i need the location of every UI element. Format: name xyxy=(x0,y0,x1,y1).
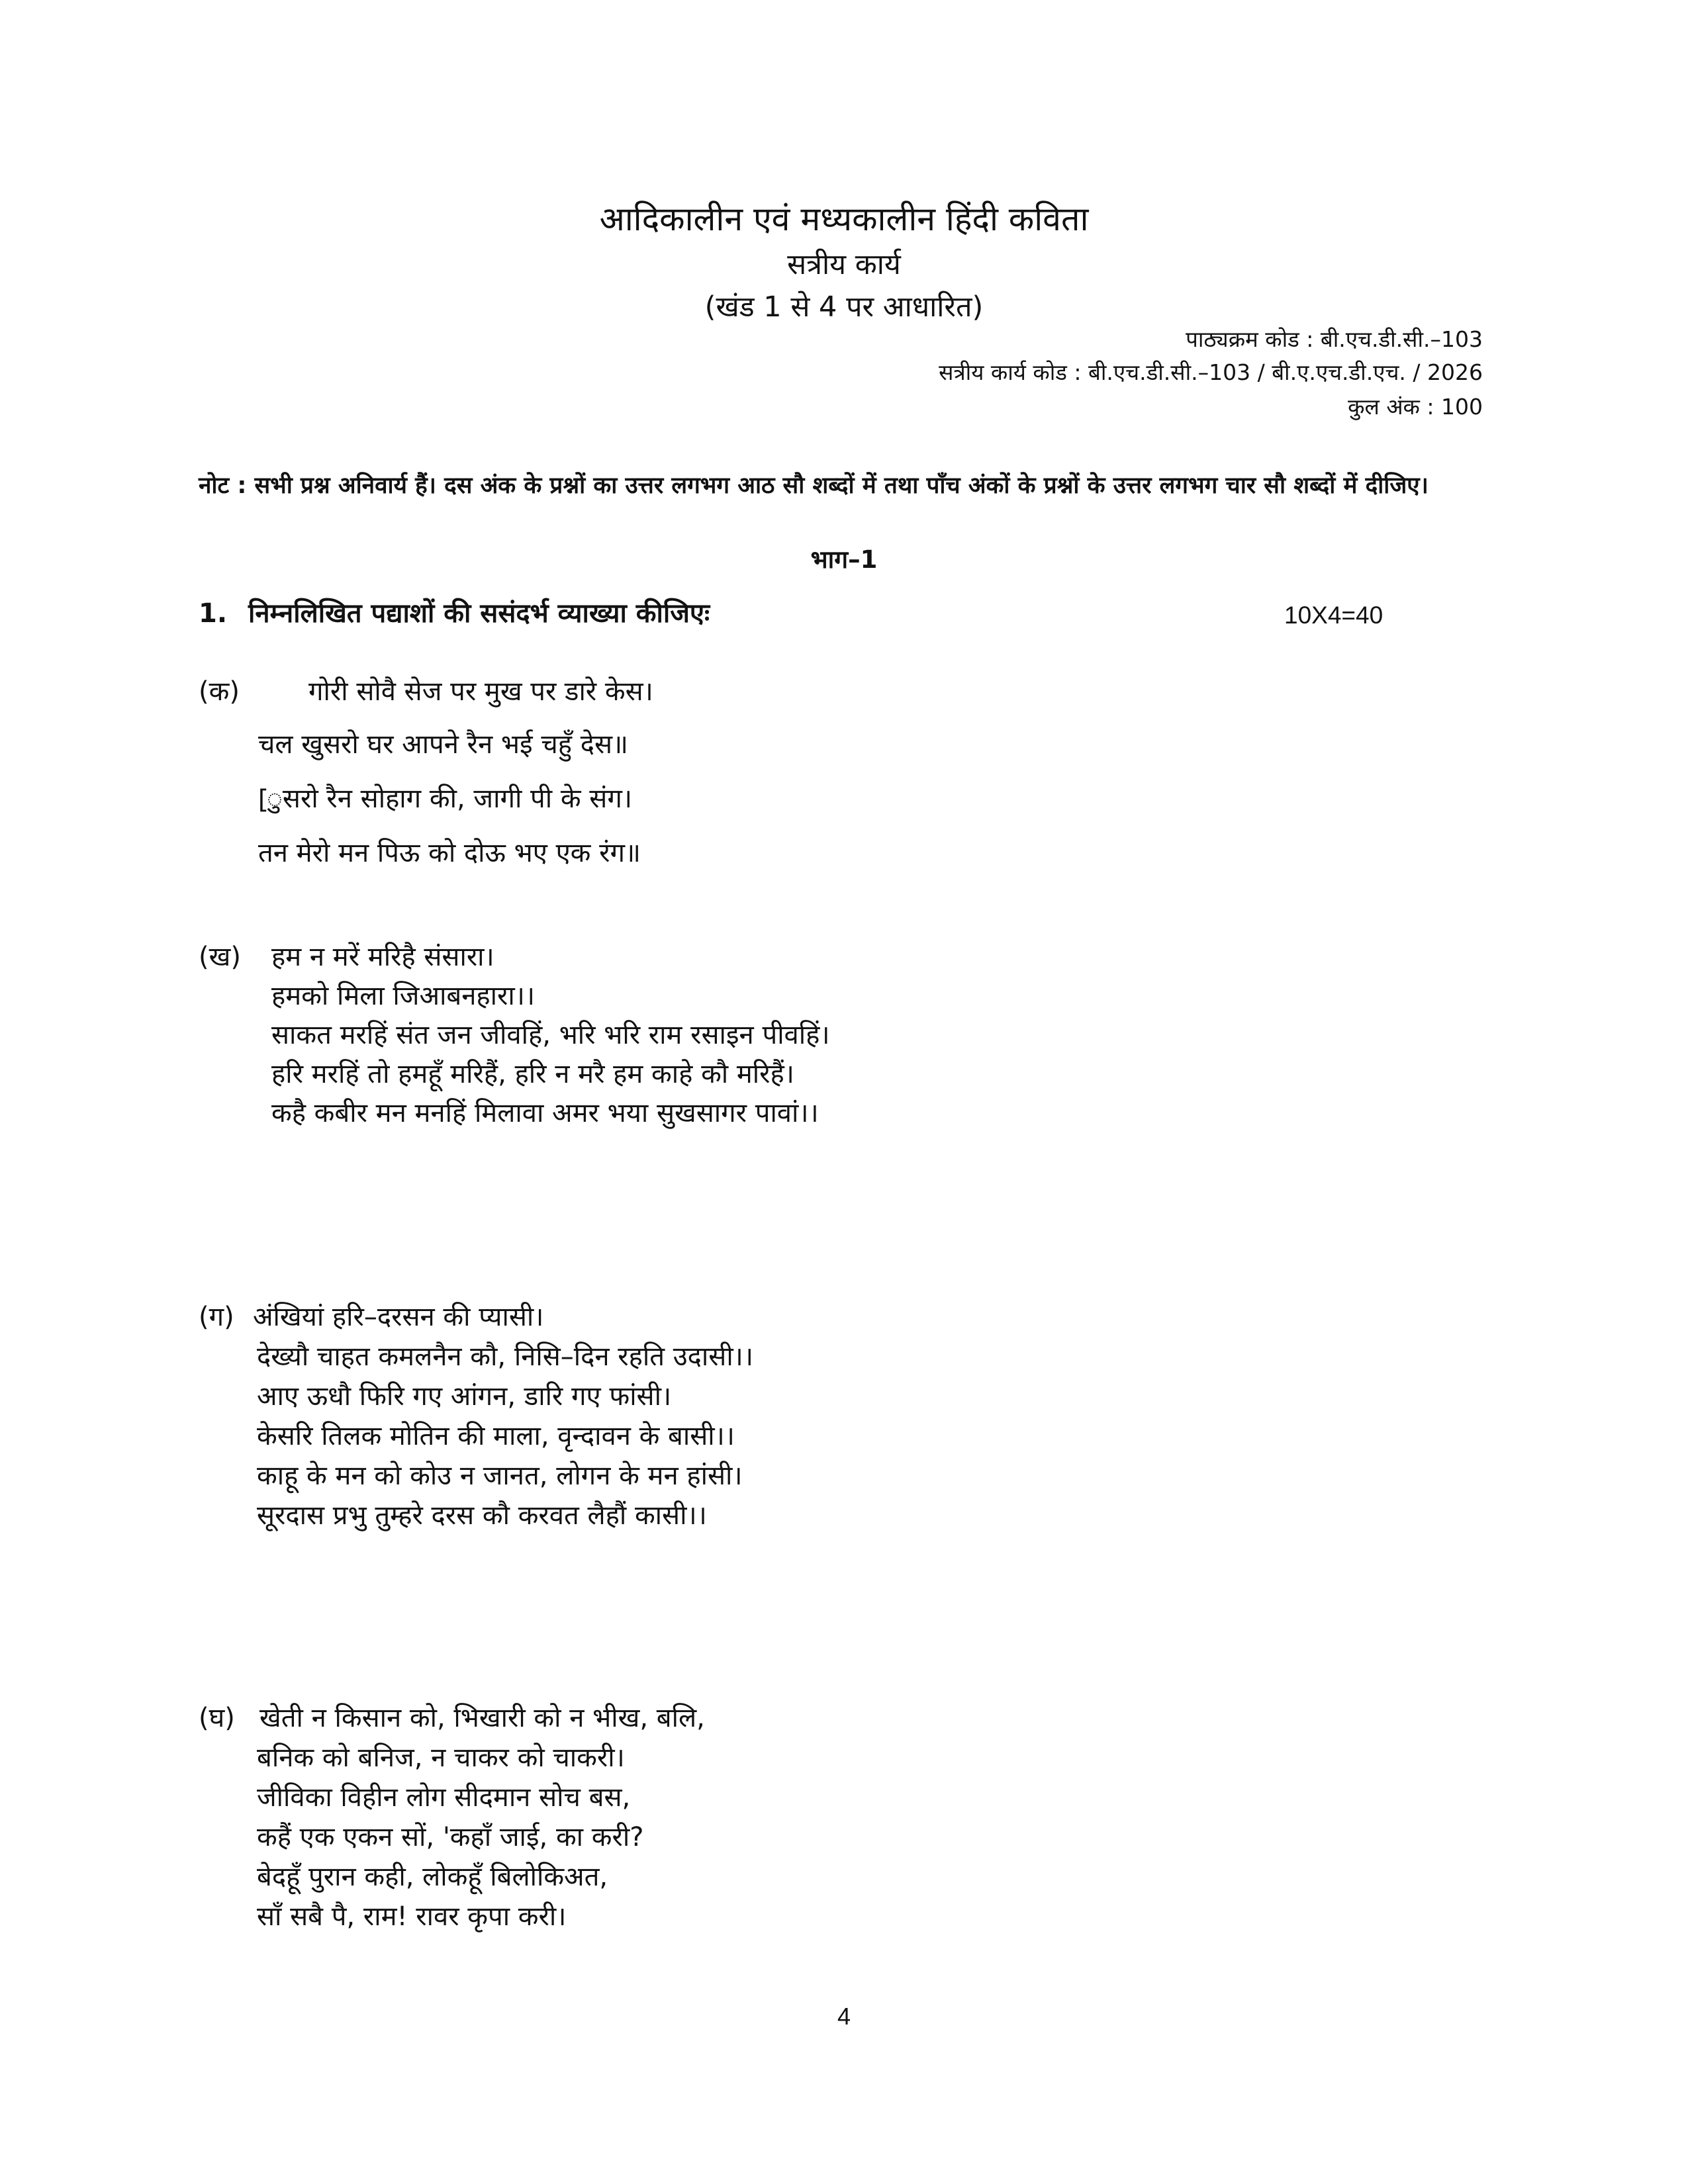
passage-ga-line: सूरदास प्रभु तुम्हरे दरस कौ करवत लैहौं कासी।। xyxy=(257,1500,707,1531)
passage-label-ka: (क) xyxy=(199,676,240,707)
passage-ga-line: काहू के मन को कोउ न जानत, लोगन के मन हांसी। xyxy=(257,1461,743,1491)
question-number: 1. xyxy=(199,598,228,629)
document-basis: (खंड 1 से 4 पर आधारित) xyxy=(704,291,984,324)
passage-kha-line: कहै कबीर मन मनहिं मिलावा अमर भया सुखसागर पावां।। xyxy=(271,1098,819,1128)
passage-gha-line: कहैं एक एकन सों, 'कहाँ जाई, का करी? xyxy=(257,1822,644,1852)
passage-ga-line: आए ऊधौ फिरि गए आंगन, डारि गए फांसी। xyxy=(257,1381,672,1412)
passage-label-gha: (घ) xyxy=(199,1703,235,1733)
passage-kha-line: हरि मरहिं तो हमहूँ मरिहैं, हरि न मरै हम काहे कौ मरिहैं। xyxy=(271,1059,794,1089)
document-subtitle: सत्रीय कार्य xyxy=(787,248,901,281)
question-1 xyxy=(199,594,710,633)
course-code: पाठ्यक्रम कोड : बी.एच.डी.सी.–103 xyxy=(1186,326,1483,352)
document-title: आदिकालीन एवं मध्यकालीन हिंदी कविता xyxy=(599,200,1089,238)
question-text: निम्नलिखित पद्याशों की ससंदर्भ व्याख्या कीजिएः xyxy=(248,598,710,629)
passage-kha-line: हमको मिला जिआबनहारा।। xyxy=(271,981,536,1011)
passage-ka-line: चल खुसरो घर आपने रैन भई चहुँ देस॥ xyxy=(258,729,629,760)
passage-gha-line: जीविका विहीन लोग सीदमान सोच बस, xyxy=(257,1782,631,1813)
passage-ka-line: गोरी सोवै सेज पर मुख पर डारे केस। xyxy=(308,676,653,707)
page-number: 4 xyxy=(837,2003,851,2030)
passage-ga-line: केसरि तिलक मोतिन की माला, वृन्दावन के बासी।। xyxy=(257,1421,735,1451)
passage-gha-line: बनिक को बनिज, न चाकर को चाकरी। xyxy=(257,1743,625,1773)
passage-gha-line: साँ सबै पै, राम! रावर कृपा करी। xyxy=(257,1901,567,1932)
passage-label-ga: (ग) xyxy=(199,1302,234,1332)
instructions-note: नोट : सभी प्रश्न अनिवार्य हैं। दस अंक के प्रश्नों का उत्तर लगभग आठ सौ शब्दों में तथा पाँच अंकों के प्रश्नों के उत्तर लगभग चार सौ शब्दों में दीजिए। xyxy=(199,473,1429,499)
passage-ka-line: तन मेरो मन पिऊ को दोऊ भए एक रंग॥ xyxy=(258,838,641,868)
passage-label-kha: (ख) xyxy=(199,942,241,972)
passage-kha-line: साकत मरहिं संत जन जीवहिं, भरि भरि राम रसाइन पीवहिं। xyxy=(271,1020,830,1050)
section-heading: भाग–1 xyxy=(810,545,878,574)
assignment-code: सत्रीय कार्य कोड : बी.एच.डी.सी.–103 / बी.ए.एच.डी.एच. / 2026 xyxy=(939,359,1483,385)
passage-ka-line: [ुसरो रैन सोहाग की, जागी पी के संग। xyxy=(258,784,632,814)
passage-kha-line: हम न मरें मरिहै संसारा। xyxy=(271,942,494,972)
passage-gha-line: खेती न किसान को, भिखारी को न भीख, बलि, xyxy=(259,1703,705,1733)
passage-ga-line: अंखियां हरि–दरसन की प्यासी। xyxy=(253,1302,544,1332)
passage-ga-line: देख्यौ चाहत कमलनैन कौ, निसि–दिन रहति उदासी।। xyxy=(257,1342,754,1372)
passage-gha-line: बेदहूँ पुरान कही, लोकहूँ बिलोकिअत, xyxy=(257,1862,608,1892)
total-marks: कुल अंक : 100 xyxy=(1348,394,1483,420)
question-marks: 10X4=40 xyxy=(1284,602,1383,629)
